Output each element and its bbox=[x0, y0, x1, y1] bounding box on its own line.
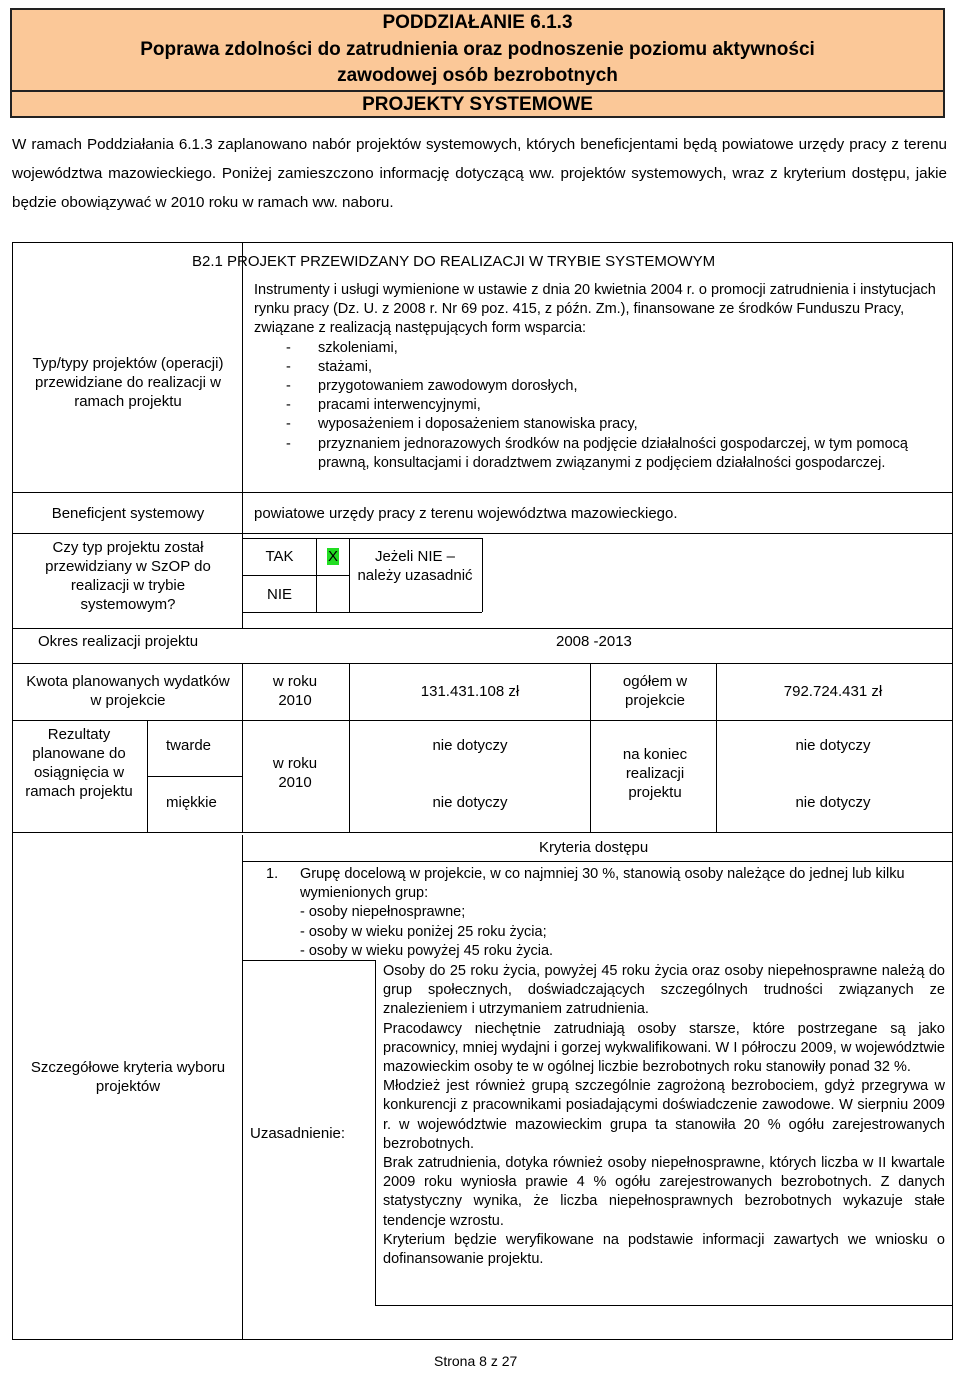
beneficiary-value: powiatowe urzędy pracy z terenu województwa mazowieckiego. bbox=[254, 505, 678, 522]
list-item: - pracami interwencyjnymi, bbox=[286, 397, 481, 414]
types-intro: Instrumenty i usługi wymienione w ustawie z dnia 20 kwietnia 2004 r. o promocji zatrudnienia i instytucjach rynku pracy (Dz. U. z 2008 r. Nr 69 poz. 415, z późn. Zm.), finansowane ze środków Funduszu Pracy, związane z realizacją następujących form wsparcia: bbox=[254, 282, 936, 337]
justification-paragraph: Kryterium będzie weryfikowane na podstawie informacji zawartych we wniosku o dofinansowanie projektu. bbox=[383, 1231, 945, 1268]
budget-2010-value: 131.431.108 zł bbox=[420, 683, 520, 700]
results-hard-label: twarde bbox=[166, 737, 212, 754]
header-title-line-2: zawodowej osób bezrobotnych bbox=[337, 65, 618, 86]
results-soft-label: miękkie bbox=[166, 794, 217, 811]
list-item: - przygotowaniem zawodowym dorosłych, bbox=[286, 378, 578, 395]
access-criteria-heading: Kryteria dostępu bbox=[539, 839, 649, 856]
budget-label: Kwota planowanych wydatków w projekcie bbox=[26, 673, 230, 709]
list-item: - szkoleniami, bbox=[286, 339, 398, 356]
list-item: - osoby w wieku poniżej 25 roku życia; bbox=[300, 923, 547, 940]
intro-paragraph: W ramach Poddziałania 6.1.3 zaplanowano nabór projektów systemowych, których beneficjentami będą powiatowe urzędy pracy z terenu województwa mazowieckiego. Poniżej zamieszczono informację dotyczącą ww. projektów systemowych, wraz z kryterium dostępu, jakie będzie obowiązywać w 2010 roku w ramach ww. naboru. bbox=[12, 136, 947, 211]
criteria-label: Szczegółowe kryteria wyboru projektów bbox=[30, 1059, 226, 1095]
list-item: - wyposażeniem i doposażeniem stanowiska pracy, bbox=[286, 416, 638, 433]
page-number: Strona 8 z 27 bbox=[434, 1353, 518, 1369]
nie-label: NIE bbox=[266, 586, 292, 603]
results-soft-2010: nie dotyczy bbox=[432, 794, 508, 811]
beneficiary-label: Beneficjent systemowy bbox=[51, 505, 205, 522]
header-title-line-1: Poprawa zdolności do zatrudnienia oraz podnoszenie poziomu aktywności bbox=[140, 39, 815, 60]
header-title bbox=[12, 37, 943, 89]
justification-paragraph: Brak zatrudnienia, dotyka również osoby niepełnosprawne, których liczba w II kwartale 2009 roku wyniosła prawie 4 % ogółu zarejestrowanych bezrobotnych. Z danych statystyczny wynika, że liczba niepełnosprawnych bezrobotnych wykazuje stałe tendencje wzrostu. bbox=[383, 1155, 945, 1229]
criterion-1: 1. Grupę docelową w projekcie, w co najmniej 30 %, stanowią osoby należące do jednej lub kilku wymienionych grup: - osoby niepełnosprawne; - osoby w wieku poniżej 25 roku życia; - osoby w wieku powyżej 45 roku życia. bbox=[266, 865, 946, 961]
list-item: - osoby w wieku powyżej 45 roku życia. bbox=[300, 942, 554, 959]
types-content bbox=[254, 281, 944, 473]
jezeli-nie-label: Jeżeli NIE – należy uzasadnić bbox=[357, 548, 473, 584]
justification-label: Uzasadnienie: bbox=[250, 1125, 346, 1142]
justification-text bbox=[383, 962, 945, 1269]
budget-year-label: w roku 2010 bbox=[272, 673, 318, 709]
types-label: Typ/typy projektów (operacji) przewidziane do realizacji w ramach projektu bbox=[32, 355, 224, 410]
header-subaction: PODDZIAŁANIE 6.1.3 bbox=[382, 12, 573, 33]
results-year-label: w roku 2010 bbox=[272, 755, 318, 791]
tak-mark: X bbox=[327, 548, 338, 565]
project-title: B2.1 PROJEKT PRZEWIDZANY DO REALIZACJI W TRYBIE SYSTEMOWYM bbox=[192, 253, 716, 270]
tak-checkbox bbox=[317, 547, 349, 566]
list-item: - przyznaniem jednorazowych środków na podjęcie działalności gospodarczej, w tym pomocą prawną, konsultacjami i doradztwem związanymi z podjęciem działalności gospodarczej. bbox=[286, 435, 908, 471]
results-hard-2010: nie dotyczy bbox=[432, 737, 508, 754]
results-label: Rezultaty planowane do osiągnięcia w ramach projektu bbox=[25, 726, 133, 800]
budget-total-label: ogółem w projekcie bbox=[622, 673, 688, 709]
tak-label: TAK bbox=[265, 548, 294, 565]
section-header bbox=[10, 8, 945, 118]
justification-paragraph: Młodzież jest również grupą szczególnie zagrożoną bezrobociem, gdyż przegrywa w konkurencji z pracownikami posiadającymi doświadczenie zawodowe. W sierpniu 2009 r. w województwie mazowieckim grupa ta stanowiła 20 % ogółu zarejestrowanych bezrobotnych. bbox=[383, 1078, 945, 1152]
results-soft-total: nie dotyczy bbox=[795, 794, 871, 811]
justification-paragraph: Pracodawcy niechętnie zatrudniają osoby starsze, które postrzegane są jako pracownicy, mniej wydajni i gorzej wykwalifikowani. W I półroczu 2009, w województwie mazowieckim osoby te w ogólnej liczbie bezrobotnych roku stanowiły ponad 32 %. bbox=[383, 1020, 945, 1076]
period-label: Okres realizacji projektu bbox=[38, 633, 199, 650]
szop-label: Czy typ projektu został przewidziany w SzOP do realizacji w trybie systemowym? bbox=[45, 539, 211, 613]
list-item: - stażami, bbox=[286, 358, 372, 375]
list-item: - osoby niepełnosprawne; bbox=[300, 904, 466, 921]
types-list bbox=[254, 339, 944, 473]
criterion-groups bbox=[266, 903, 946, 961]
budget-total-value: 792.724.431 zł bbox=[783, 683, 883, 700]
results-end-label: na koniec realizacji projektu bbox=[622, 746, 688, 801]
header-project-type: PROJEKTY SYSTEMOWE bbox=[362, 94, 593, 115]
results-hard-total: nie dotyczy bbox=[795, 737, 871, 754]
justification-paragraph: Osoby do 25 roku życia, powyżej 45 roku życia oraz osoby niepełnosprawne należą do grup społecznych, doświadczających szczególnych trudności związanych ze znalezieniem i utrzymaniem zatrudnienia. bbox=[383, 963, 945, 1018]
criterion-1-text: Grupę docelową w projekcie, w co najmniej 30 %, stanowią osoby należące do jednej lub kilku wymienionych grup: bbox=[300, 866, 905, 902]
period-value: 2008 -2013 bbox=[556, 633, 632, 650]
